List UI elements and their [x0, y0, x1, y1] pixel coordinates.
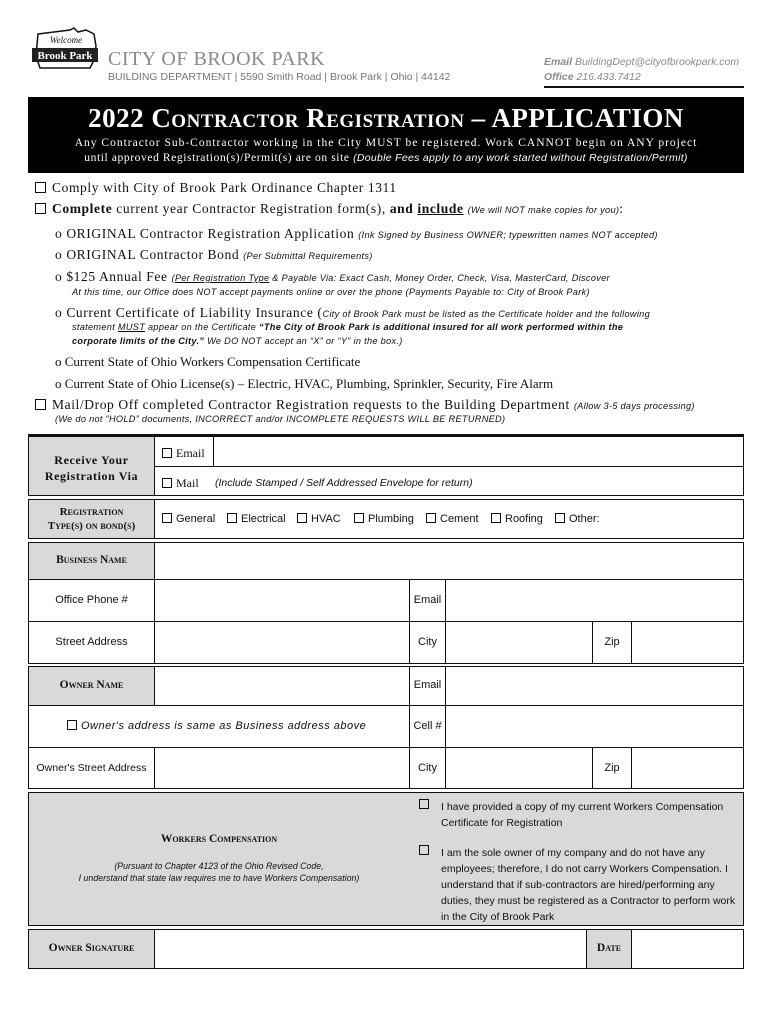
requirement-liability-insurance [55, 305, 650, 321]
business-email-field[interactable] [445, 579, 744, 622]
checkbox-icon[interactable] [35, 203, 46, 214]
hold-documents-note: (We do not “HOLD” documents, INCORRECT and/or INCOMPLETE REQUESTS WILL BE RETURNED) [55, 414, 506, 424]
receive-via-label-cell [28, 436, 155, 496]
type-other[interactable] [555, 513, 600, 525]
zip-field[interactable] [631, 621, 744, 664]
cell-phone-field[interactable] [445, 705, 744, 748]
type-label: Electrical [241, 513, 286, 525]
checkbox-icon[interactable] [555, 513, 565, 523]
registration-type-label-cell [28, 499, 155, 539]
type-roofing[interactable] [491, 513, 543, 525]
processing-note: (Allow 3-5 days processing) [573, 401, 695, 411]
requirement-original-application [55, 226, 658, 242]
wc-provided-line: Certificate for Registration [441, 817, 563, 829]
checklist-item-mail [35, 397, 695, 413]
type-label: Plumbing [368, 513, 414, 525]
corporate-limits-text: corporate limits of the City.” [72, 336, 205, 346]
checkbox-icon[interactable] [162, 448, 172, 458]
reg-type-line2: Type(s) on bond(s) [47, 520, 136, 532]
date-label: Date [596, 942, 622, 954]
wc-provided-line: I have provided a copy of my current Workers Compensation [441, 801, 724, 813]
checkbox-icon[interactable] [162, 513, 172, 523]
fee-payment-note: & Payable Via: Exact Cash, Money Order, Check, Visa, MasterCard, Discover [272, 273, 610, 283]
business-name-field[interactable] [154, 542, 744, 580]
owner-name-field[interactable] [154, 666, 410, 706]
workers-comp-option-provided[interactable] [419, 799, 433, 811]
department-address: BUILDING DEPARTMENT | 5590 Smith Road | Brook Park | Ohio | 44142 [108, 71, 451, 83]
owner-city-label-cell [409, 747, 446, 789]
date-field[interactable] [631, 929, 744, 969]
type-cement[interactable] [426, 513, 479, 525]
business-name-label-cell [28, 542, 155, 580]
mail-option-label: Mail [176, 476, 199, 490]
type-plumbing[interactable] [354, 513, 414, 525]
requirement-note: (Ink Signed by Business OWNER; typewritten names NOT accepted) [358, 230, 658, 240]
mail-option-cell[interactable] [154, 466, 744, 496]
workers-comp-note-line1: (Pursuant to Chapter 4123 of the Ohio Revised Code, [114, 861, 324, 871]
colon-text: : [619, 201, 624, 216]
registration-type-options [154, 499, 744, 539]
business-name-label: Business Name [56, 554, 127, 566]
owner-zip-field[interactable] [631, 747, 744, 789]
form-title: 2022 Contractor Registration – APPLICATION [88, 103, 684, 133]
owner-same-address-cell[interactable] [28, 705, 410, 748]
workers-comp-provided-text [441, 799, 741, 831]
owner-city-label: City [418, 762, 437, 774]
requirement-annual-fee: o $125 Annual Fee (Per Registration Type & Payable Via: Exact Cash, Money Order, Check, Visa, MasterCard, Discover [55, 269, 610, 284]
complete-text: Complete [52, 201, 113, 216]
checkbox-icon[interactable] [162, 478, 172, 488]
owner-zip-label-cell [592, 747, 632, 789]
logo-name-text: Brook Park [37, 50, 93, 62]
mail-envelope-note: (Include Stamped / Self Addressed Envelope for return) [215, 477, 473, 489]
no-copies-note: (We will NOT make copies for you) [467, 205, 620, 215]
street-address-label-cell [28, 621, 155, 664]
owner-signature-label-cell [28, 929, 155, 969]
street-address-field[interactable] [154, 621, 410, 664]
city-name: CITY OF BROOK PARK [108, 48, 326, 70]
office-phone-field[interactable] [154, 579, 410, 622]
cell-label: Cell # [413, 720, 442, 732]
wc-sole-owner-line: in the City of Brook Park [441, 911, 555, 923]
requirement-label: o ORIGINAL Contractor Registration Application [55, 226, 355, 241]
checklist-item-complete-form [35, 201, 624, 217]
email-label: Email [544, 56, 573, 68]
include-text: include [417, 201, 464, 216]
business-email-label-cell [409, 579, 446, 622]
workers-comp-option-sole-owner[interactable] [419, 845, 433, 857]
office-phone-label: Office Phone # [55, 594, 128, 606]
banner-notice-line1: Any Contractor Sub-Contractor working in the City MUST be registered. Work CANNOT begin on ANY project [74, 137, 698, 149]
wc-sole-owner-line: understand that if sub-contractors are hired/performing any [441, 879, 715, 891]
registration-type-label [29, 505, 154, 533]
city-field[interactable] [445, 621, 593, 664]
statement-text: statement [72, 322, 116, 332]
fee-registration-type: Per Registration Type [174, 273, 270, 283]
and-text: and [389, 201, 414, 216]
owner-city-field[interactable] [445, 747, 593, 789]
logo-script-text: Welcome [49, 35, 83, 45]
cell-label-cell [409, 705, 446, 748]
date-label-cell [586, 929, 632, 969]
checkbox-icon[interactable] [491, 513, 501, 523]
fee-online-note: At this time, our Office does NOT accept payments online or over the phone (Payments Payable to: City of Brook Park) [72, 287, 590, 297]
email-option-cell[interactable] [154, 436, 214, 467]
email-option[interactable] [162, 446, 205, 461]
owner-street-field[interactable] [154, 747, 410, 789]
type-hvac[interactable] [297, 513, 341, 525]
requirement-state-license: o Current State of Ohio License(s) – Electric, HVAC, Plumbing, Sprinkler, Security, Fire Alarm [55, 376, 554, 391]
owner-signature-label: Owner Signature [48, 942, 135, 954]
checklist-item-ordinance [35, 180, 397, 196]
receive-via-label [29, 452, 154, 484]
checklist-item-label: Mail/Drop Off completed Contractor Registration requests to the Building Department [52, 397, 570, 412]
zip-label: Zip [604, 636, 620, 648]
city-logo [30, 26, 100, 70]
checkbox-icon[interactable] [419, 845, 429, 855]
requirement-label: o Current Certificate of Liability Insurance ( [55, 305, 323, 320]
checkbox-icon[interactable] [35, 182, 46, 193]
requirement-note: (Per Submittal Requirements) [243, 251, 373, 261]
email-entry-field[interactable] [213, 436, 744, 467]
type-label: Other: [569, 513, 600, 525]
checkbox-icon[interactable] [35, 399, 46, 410]
workers-comp-sole-owner-text [441, 845, 741, 925]
street-address-label: Street Address [55, 636, 128, 648]
checkbox-icon[interactable] [426, 513, 436, 523]
type-label: Roofing [505, 513, 543, 525]
owner-signature-field[interactable] [154, 929, 587, 969]
type-electrical[interactable] [227, 513, 286, 525]
banner-notice-line2 [28, 152, 744, 164]
insurance-statement-line [72, 322, 623, 332]
wc-sole-owner-line: I am the sole owner of my company and do not have any [441, 847, 705, 859]
banner-double-fee-note: (Double Fees apply to any work started without Registration/Permit) [353, 152, 688, 164]
wc-sole-owner-line: employees; therefore, I do not carry Workers Compensation. I [441, 863, 728, 875]
title-banner [28, 97, 744, 173]
banner-notice-text: until approved Registration(s)/Permit(s) are on site [84, 152, 350, 164]
requirement-note: City of Brook Park must be listed as the Certificate holder and the following [322, 309, 650, 319]
city-label: City [418, 636, 437, 648]
type-general[interactable] [162, 513, 215, 525]
owner-same-address-option[interactable] [67, 720, 366, 732]
checkbox-icon[interactable] [297, 513, 307, 523]
owner-email-field[interactable] [445, 666, 744, 706]
owner-street-label-cell [28, 747, 155, 789]
owner-street-label: Owner's Street Address [36, 762, 147, 774]
owner-same-address-label: Owner's address is same as Business address above [81, 720, 367, 732]
header-rule [544, 86, 744, 88]
owner-name-label: Owner Name [59, 679, 124, 691]
email-value[interactable]: BuildingDept@cityofbrookpark.com [574, 56, 740, 68]
requirement-original-bond [55, 247, 373, 263]
insured-statement: “The City of Brook Park is additional insured for all work performed within the [258, 322, 624, 332]
contact-office [544, 71, 641, 83]
checkbox-icon[interactable] [227, 513, 237, 523]
appear-text: appear on the Certificate [148, 322, 257, 332]
reg-type-line1: Registration [59, 506, 124, 518]
email-option-label: Email [176, 446, 205, 460]
receive-label-line2: Registration Via [44, 469, 139, 483]
workers-comp-title: Workers Compensation [160, 833, 278, 845]
business-email-label: Email [413, 594, 442, 606]
owner-zip-label: Zip [604, 762, 620, 774]
type-label: Cement [440, 513, 479, 525]
requirement-label: o $125 Annual Fee [55, 269, 168, 284]
requirement-workers-comp: o Current State of Ohio Workers Compensation Certificate [55, 354, 361, 369]
owner-name-label-cell [28, 666, 155, 706]
no-x-y-note: We DO NOT accept an “X” or “Y” in the box.) [207, 336, 403, 346]
mail-option[interactable] [162, 476, 199, 491]
checkbox-icon[interactable] [67, 720, 77, 730]
zip-label-cell [592, 621, 632, 664]
checkbox-icon[interactable] [354, 513, 364, 523]
owner-email-label-cell [409, 666, 446, 706]
type-label: HVAC [311, 513, 341, 525]
city-label-cell [409, 621, 446, 664]
owner-email-label: Email [413, 679, 442, 691]
contact-email [544, 56, 739, 68]
type-label: General [176, 513, 216, 525]
checklist-item-label: Comply with City of Brook Park Ordinance Chapter 1311 [52, 180, 397, 195]
office-phone-label-cell [28, 579, 155, 622]
checkbox-icon[interactable] [419, 799, 429, 809]
workers-comp-note-line2: I understand that state law requires me to have Workers Compensation) [78, 873, 360, 883]
must-text: MUST [117, 322, 146, 332]
office-label: Office [544, 71, 574, 83]
receive-label-line1: Receive Your [54, 453, 129, 467]
current-year-text: current year Contractor Registration form(s), [116, 201, 386, 216]
insurance-statement-line2 [72, 336, 403, 346]
office-value: 216.433.7412 [576, 71, 641, 83]
wc-sole-owner-line: duties, they must be registered as a Contractor to perform work [441, 895, 736, 907]
requirement-label: o ORIGINAL Contractor Bond [55, 247, 240, 262]
workers-comp-section [28, 792, 744, 926]
